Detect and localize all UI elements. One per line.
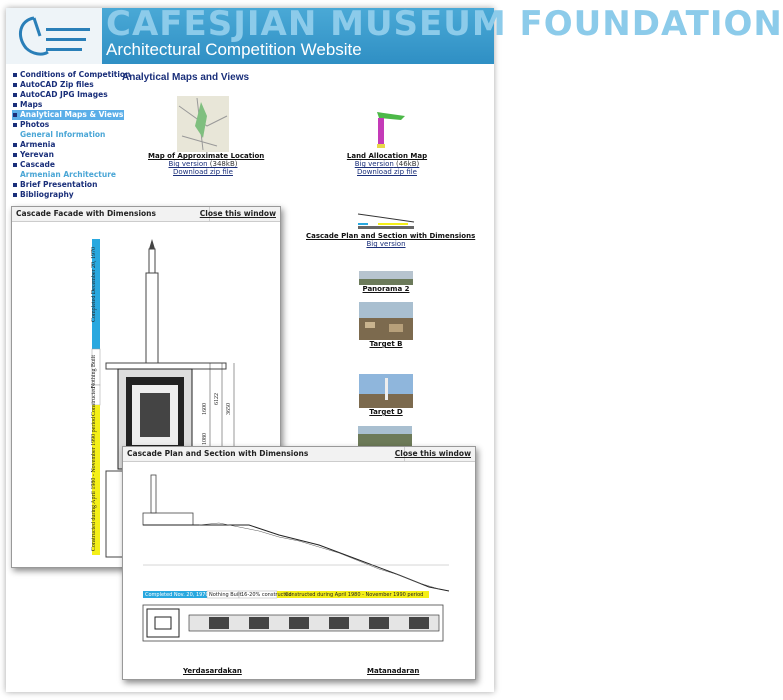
label-matanadaran[interactable]: Matanadaran	[367, 667, 420, 675]
dim-label-4: 3650	[226, 403, 232, 415]
site-big-title: CAFESJIAN MUSEUM FOUNDATION	[106, 4, 783, 44]
map-thumbnail[interactable]	[177, 96, 229, 152]
facade-close-button[interactable]: Close this window	[199, 209, 276, 218]
land-download-zip-link[interactable]: Download zip file	[357, 168, 417, 176]
cascade-plan-big-version-link[interactable]: Big version	[366, 240, 406, 248]
target-d-thumbnail[interactable]	[359, 374, 413, 408]
target-d-thumb-block	[352, 374, 420, 416]
cascade-plan-thumb-block	[306, 208, 476, 248]
sidebar-item-autocad-jpg-images[interactable]: AutoCAD JPG Images	[12, 90, 124, 100]
label-yerdasardakan[interactable]: Yerdasardakan	[183, 667, 242, 675]
sidebar-item-cascade[interactable]: Cascade	[12, 160, 124, 170]
sidebar-item-autocad-zip-files[interactable]: AutoCAD Zip files	[12, 80, 124, 90]
legend-constructed: Constructed during April 1980 - November 1990 period	[285, 592, 424, 598]
map-big-version-link[interactable]: Big version (348kB)	[168, 160, 238, 168]
completed-label: Completed December 20, 1970	[91, 247, 97, 322]
land-caption[interactable]: Land Allocation Map	[346, 152, 428, 160]
sidebar-item-photos[interactable]: Photos	[12, 120, 124, 130]
plan-window-title: Cascade Plan and Section with Dimensions	[127, 449, 309, 458]
land-thumb-block	[332, 104, 442, 176]
target-b-caption[interactable]: Target B	[369, 340, 403, 348]
constructed-short-label: Constructed	[91, 387, 97, 416]
dim-label-3: 6122	[214, 393, 220, 405]
dim-label-1: 1600	[202, 403, 208, 415]
map-caption[interactable]: Map of Approximate Location	[148, 152, 265, 160]
page-title: Analytical Maps and Views	[122, 72, 250, 83]
sidebar-item-armenia[interactable]: Armenia	[12, 140, 124, 150]
map-thumb-block	[148, 96, 265, 176]
sidebar-item-maps[interactable]: Maps	[12, 100, 124, 110]
legend-completed: Completed Nov. 20, 1970	[145, 592, 209, 598]
sidebar-item-conditions-of-competition[interactable]: Conditions of Competition	[12, 70, 124, 80]
facade-window-titlebar	[12, 207, 280, 222]
extra-thumbnail[interactable]	[358, 426, 412, 448]
site-subtitle: Architectural Competition Website	[106, 40, 362, 59]
plan-drawing	[129, 465, 469, 661]
panorama-thumb-block	[352, 271, 420, 293]
legend-nothing: Nothing Built	[209, 592, 242, 598]
land-big-version-link[interactable]: Big version (46kB)	[354, 160, 420, 168]
target-b-thumb-block	[352, 302, 420, 348]
facade-window-title: Cascade Facade with Dimensions	[16, 209, 156, 218]
sidebar-item-general-information: General Information	[20, 130, 106, 139]
panorama-thumbnail[interactable]	[359, 271, 413, 285]
legend-partial: 16-20% constructed	[241, 592, 292, 598]
target-b-thumbnail[interactable]	[359, 302, 413, 340]
sidebar-item-bibliography[interactable]: Bibliography	[12, 190, 124, 200]
sidebar-nav	[12, 70, 131, 200]
plan-close-button[interactable]: Close this window	[394, 449, 471, 458]
nothing-built-label: Nothing Built	[91, 355, 97, 389]
page	[6, 4, 783, 692]
land-thumbnail[interactable]	[361, 104, 413, 152]
foundation-logo[interactable]	[12, 14, 94, 58]
map-download-zip-link[interactable]: Download zip file	[173, 168, 233, 176]
constructed-long-label: Constructed during April 1980 - November 1990 period	[91, 417, 97, 552]
target-d-caption[interactable]: Target D	[369, 408, 403, 416]
sidebar-item-brief-presentation[interactable]: Brief Presentation	[12, 180, 124, 190]
site-header	[6, 4, 783, 64]
plan-window	[122, 446, 476, 680]
sidebar-item-armenian-architecture: Armenian Architecture	[20, 170, 117, 179]
dim-label-2: 1080	[202, 433, 208, 445]
cascade-plan-caption[interactable]: Cascade Plan and Section with Dimensions	[306, 232, 476, 240]
cascade-plan-thumbnail[interactable]	[356, 208, 416, 232]
sidebar-item-analytical-maps-views[interactable]: Analytical Maps & Views	[12, 110, 124, 120]
panorama-caption[interactable]: Panorama 2	[362, 285, 410, 293]
sidebar-item-yerevan[interactable]: Yerevan	[12, 150, 124, 160]
plan-window-titlebar	[123, 447, 475, 462]
